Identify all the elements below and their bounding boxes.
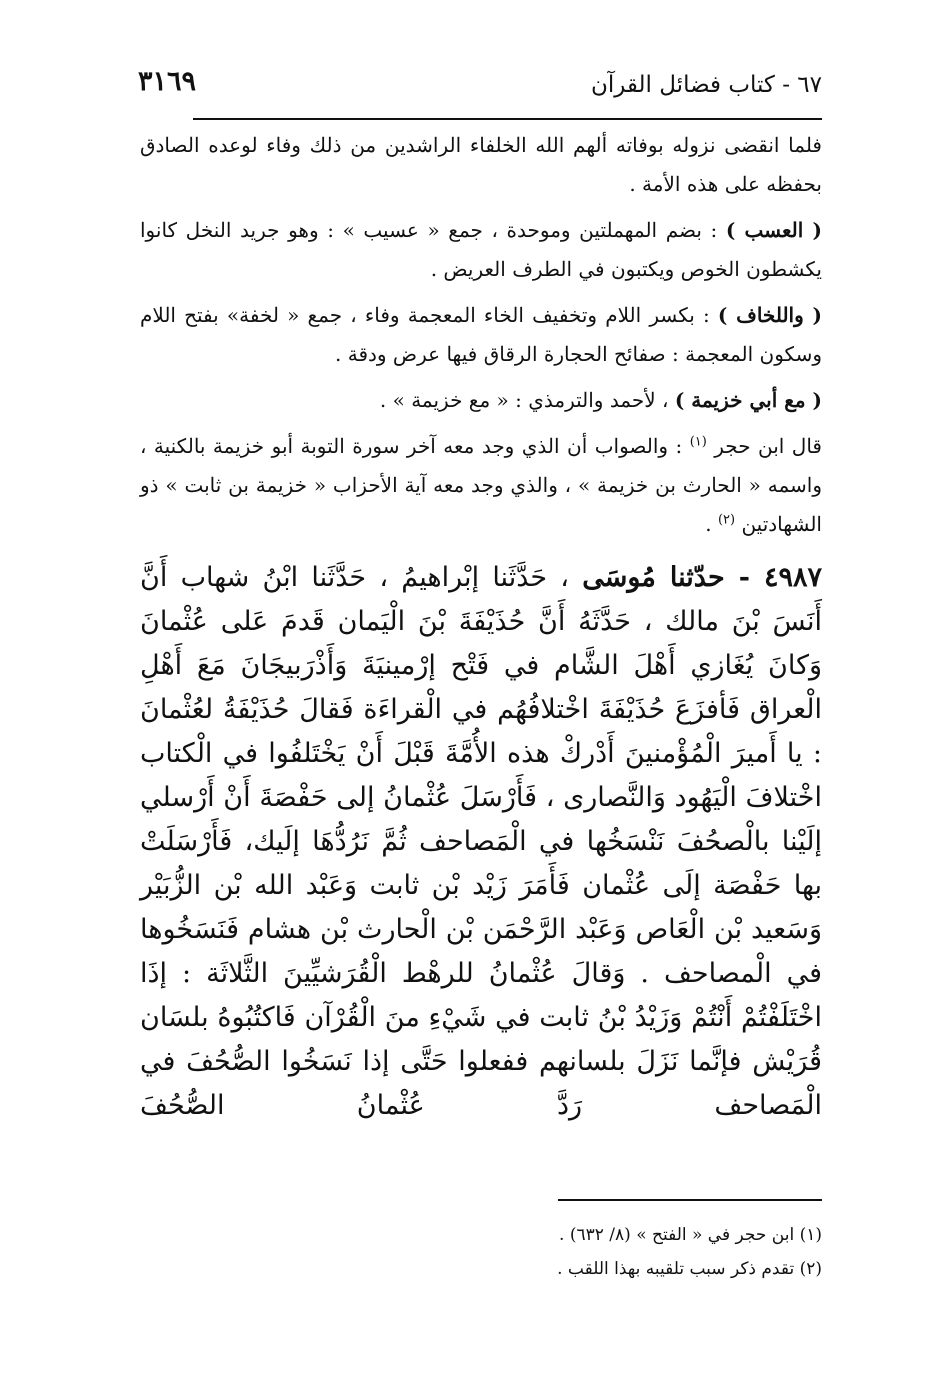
term-heading: ( واللخاف ) [717, 303, 822, 327]
paragraph-text: : والصواب أن الذي وجد معه آخر سورة التوبة أبو خزيمة بالكنية ، واسمه « الحارث بن خزيمة » ، والذي وجد معه آية الأحزاب « خزيمة بن ثابت » ذو الشهادتين [140, 434, 822, 536]
chapter-title: ٦٧ - كتاب فضائل القرآن [590, 72, 822, 98]
footnote-1: (١) ابن حجر في « الفتح » (٨/ ٦٣٢) . [559, 1225, 822, 1245]
commentary-body [140, 126, 822, 1128]
footnote-divider [558, 1199, 822, 1201]
hadith-body: ، حَدَّثَنا إبْراهيمُ ، حَدَّثَنا ابْنُ شهاب أَنَّ أَنَسَ بْنَ مالك ، حَدَّثَهُ أَنَّ حُذَيْفَةَ بْنَ الْيَمان قَدمَ عَلى عُثْمانَ وَكانَ يُغَازي أَهْلَ الشَّام في فَتْح إرْمينيَةَ وَأَذْرَبيجَانَ مَعَ أَهْلِ الْعراق فَأفزَعَ حُذَيْفَةَ اخْتلافُهُم في الْقراءَة فَقالَ حُذَيْفَةُ لعُثْمانَ : يا أَميرَ الْمُؤْمنينَ أَدْركْ هذه الأُمَّةَ قَبْلَ أَنْ يَخْتَلفُوا في الْكتاب اخْتلافَ الْيَهُود وَالنَّصارى ، فَأَرْسَلَ عُثْمانُ إلى حَفْصَةَ أَنْ أَرْسلي إلَيْنا بالْصحُفَ نَنْسَخُها في الْمَصاحف ثُمَّ نَرُدُّهَا إلَيك، فَأَرْسَلَتْ بها حَفْصَة إلَى عُثْمان فَأَمَرَ زَيْد بْن ثابت وَعَبْد الله بْن الزُّبَيْر وَسَعيد بْن الْعَاص وَعَبْد الرَّحْمَن بْن الْحارث بْن هشام فَنَسَخُوها في الْمصاحف . وَقالَ عُثْمانُ للرهْط الْقُرَشيِّينَ الثَّلاثَة : إذَا اخْتَلَفْتُمْ أَنْتُمْ وَزَيْدُ بْنُ ثابت في شَيْءِ منَ الْقُرْآن فَاكتُبُوهُ بلسَان قُرَيْش فإنَّما نَزَلَ بلسانهم ففعلوا حَتَّى إذا نَسَخُوا الصُّحُفَ في الْمَصاحف رَدَّ عُثْمانُ الصُّحُفَ [140, 562, 822, 1121]
footnote-ref-2[interactable]: (٢) [717, 512, 736, 528]
paragraph-text: قال ابن حجر [706, 434, 822, 458]
page-number: ٣١٦٩ [138, 66, 197, 97]
hadith-number: ٤٩٨٧ [763, 562, 822, 593]
paragraph-text: فلما انقضى نزوله بوفاته ألهم الله الخلفاء الراشدين من ذلك وفاء لوعده الصادق بحفظه على هذه الأمة . [140, 133, 822, 196]
hadith-dash: - [724, 562, 764, 593]
hadith-lead: حدّثنا مُوسَى [582, 562, 725, 593]
footnotes [400, 1218, 822, 1286]
paragraph-text: : بكسر اللام وتخفيف الخاء المعجمة وفاء ، جمع « لخفة» بفتح اللام وسكون المعجمة : صفائح الحجارة الرقاق فيها عرض ودقة . [140, 303, 822, 366]
commentary-paragraph [140, 381, 822, 420]
paragraph-text: . [705, 512, 718, 536]
ibn-hajar-paragraph [140, 427, 822, 544]
commentary-paragraph [140, 296, 822, 374]
header-divider [193, 118, 822, 120]
hadith-text [140, 556, 822, 1128]
footnote-ref-1[interactable]: (١) [689, 434, 707, 450]
term-heading: ( العسب ) [725, 218, 822, 242]
paragraph-text: ، لأحمد والترمذي : « مع خزيمة » . [379, 388, 675, 412]
paragraph-text: : بضم المهملتين وموحدة ، جمع « عسيب » : وهو جريد النخل كانوا يكشطون الخوص ويكتبون في الطرف العريض . [140, 218, 822, 281]
commentary-paragraph [140, 211, 822, 289]
footnote-2: (٢) تقدم ذكر سبب تلقيبه بهذا اللقب . [557, 1259, 822, 1279]
commentary-paragraph [140, 126, 822, 204]
term-heading: ( مع أبي خزيمة ) [674, 388, 822, 412]
page-header [138, 66, 822, 110]
